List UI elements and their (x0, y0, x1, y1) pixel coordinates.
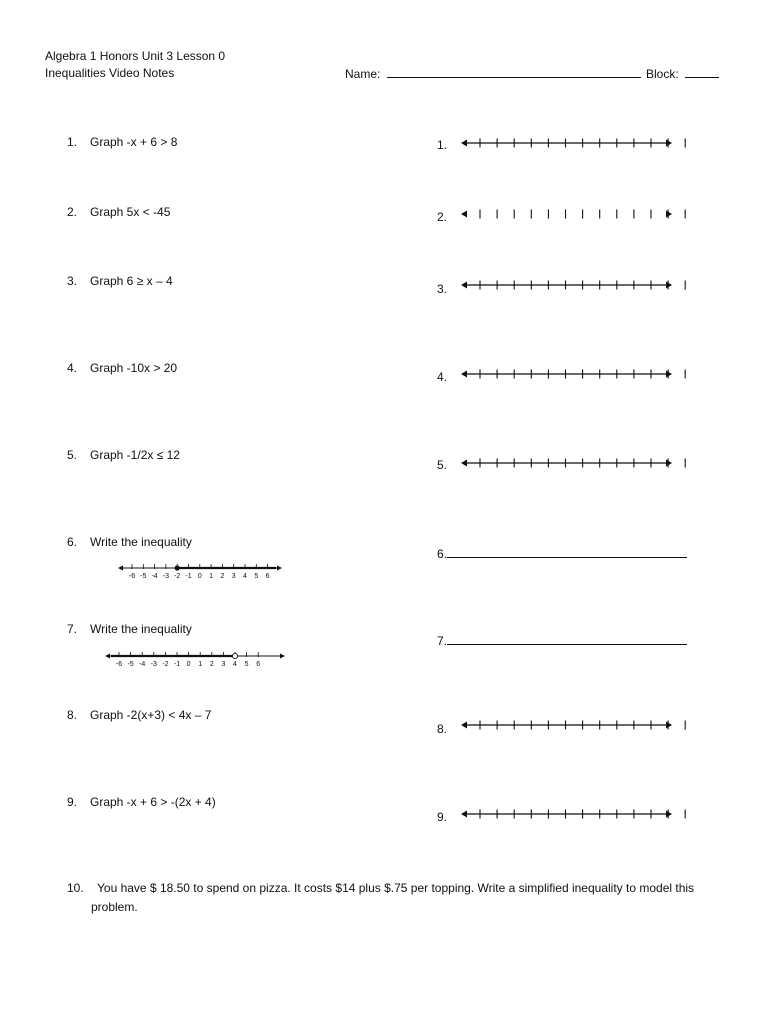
problem-1-number: 1. (67, 135, 78, 149)
problem-7-number: 7. (67, 622, 78, 636)
problem-8-number: 8. (67, 708, 78, 722)
tick-label: 3 (231, 573, 236, 580)
answer-6-label: 6. (437, 547, 448, 561)
right-arrow-icon (666, 282, 672, 289)
tick-label: 2 (209, 661, 214, 668)
answer-5-label: 5. (437, 458, 448, 472)
tick-label: -2 (162, 661, 169, 668)
right-arrow-icon (666, 460, 672, 467)
problem-2-number: 2. (67, 205, 78, 219)
number-line-5[interactable] (458, 453, 678, 473)
problem-6-number: 6. (67, 535, 78, 549)
tick-label: 0 (186, 661, 191, 668)
problem-4-number: 4. (67, 361, 78, 375)
problem-10-text: You have $ 18.50 to spend on pizza. It costs $14 plus $.75 per topping. Write a simplified inequality to model this problem. (91, 881, 695, 914)
tick-label: 5 (254, 573, 259, 580)
right-arrow-icon (666, 811, 672, 818)
problem-6-number-line (118, 559, 282, 585)
name-label: Name: (345, 67, 381, 81)
problem-6-text: Write the inequality (90, 535, 192, 549)
tick-label: 6 (265, 573, 270, 580)
answer-6-blank[interactable] (447, 546, 687, 558)
left-arrow-icon (461, 460, 467, 467)
answer-6-field[interactable] (437, 546, 687, 561)
tick-label: -4 (139, 661, 146, 668)
problem-2-text: Graph 5x < -45 (90, 205, 171, 219)
right-arrow-icon (666, 211, 672, 218)
tick-label: -1 (173, 661, 181, 668)
tick-label: 1 (209, 573, 214, 580)
tick-label: -2 (174, 573, 181, 580)
left-arrow-icon (105, 654, 110, 659)
tick-label: -1 (185, 573, 192, 580)
problem-10-number: 10. (67, 881, 84, 895)
tick-label: 4 (233, 661, 237, 668)
answer-9-label: 9. (437, 810, 448, 824)
tick-label: -6 (128, 573, 136, 580)
left-arrow-icon (461, 282, 467, 289)
left-arrow-icon (118, 566, 123, 571)
block-blank[interactable] (685, 66, 719, 78)
tick-label: -3 (150, 661, 157, 668)
right-arrow-icon (666, 140, 672, 147)
problem-7-text: Write the inequality (90, 622, 192, 636)
topic-title: Inequalities Video Notes (45, 66, 175, 80)
left-arrow-icon (461, 211, 467, 218)
answer-4-label: 4. (437, 370, 448, 384)
left-arrow-icon (461, 722, 467, 729)
tick-label: -4 (151, 573, 158, 580)
tick-label: 3 (221, 661, 226, 668)
left-arrow-icon (461, 140, 467, 147)
right-arrow-icon (666, 722, 672, 729)
problem-3-number: 3. (67, 274, 78, 288)
number-line-8[interactable] (458, 715, 678, 735)
answer-7-field[interactable] (437, 633, 687, 648)
problem-9-number: 9. (67, 795, 78, 809)
number-line-9[interactable] (458, 804, 678, 824)
answer-3-label: 3. (437, 282, 448, 296)
right-arrow-icon (280, 654, 285, 659)
tick-label: -3 (162, 573, 170, 580)
problem-9-text: Graph -x + 6 > -(2x + 4) (90, 795, 216, 809)
problem-7-number-line (105, 648, 285, 678)
open-point (232, 653, 237, 658)
tick-label: 1 (198, 661, 203, 668)
tick-label: 4 (243, 573, 247, 580)
tick-label: 2 (220, 573, 225, 580)
number-line-3[interactable] (458, 275, 678, 295)
closed-point (175, 565, 180, 570)
answer-8-label: 8. (437, 722, 448, 736)
problem-4-text: Graph -10x > 20 (90, 361, 178, 375)
problem-5-number: 5. (67, 448, 78, 462)
number-line-1[interactable] (458, 133, 678, 153)
number-line-4[interactable] (458, 364, 678, 384)
left-arrow-icon (461, 811, 467, 818)
problem-5-text: Graph -1/2x ≤ 12 (90, 448, 180, 462)
block-label: Block: (646, 67, 679, 81)
course-title: Algebra 1 Honors Unit 3 Lesson 0 (45, 49, 226, 63)
tick-label: -5 (140, 573, 147, 580)
tick-label: -5 (127, 661, 134, 668)
tick-label: -6 (115, 661, 123, 668)
right-arrow-icon (666, 371, 672, 378)
number-line-2[interactable] (458, 204, 678, 224)
block-field[interactable] (646, 66, 719, 81)
problem-8-text: Graph -2(x+3) < 4x – 7 (90, 708, 212, 722)
tick-label: 5 (244, 661, 249, 668)
problem-3-text: Graph 6 ≥ x – 4 (90, 274, 173, 288)
answer-2-label: 2. (437, 210, 448, 224)
right-arrow-icon (277, 566, 282, 571)
name-blank[interactable] (387, 66, 641, 78)
answer-7-label: 7. (437, 634, 448, 648)
tick-label: 0 (197, 573, 202, 580)
left-arrow-icon (461, 371, 467, 378)
answer-1-label: 1. (437, 138, 448, 152)
tick-label: 6 (256, 661, 261, 668)
answer-7-blank[interactable] (447, 633, 687, 645)
problem-1-text: Graph -x + 6 > 8 (90, 135, 178, 149)
name-field[interactable] (345, 66, 641, 81)
